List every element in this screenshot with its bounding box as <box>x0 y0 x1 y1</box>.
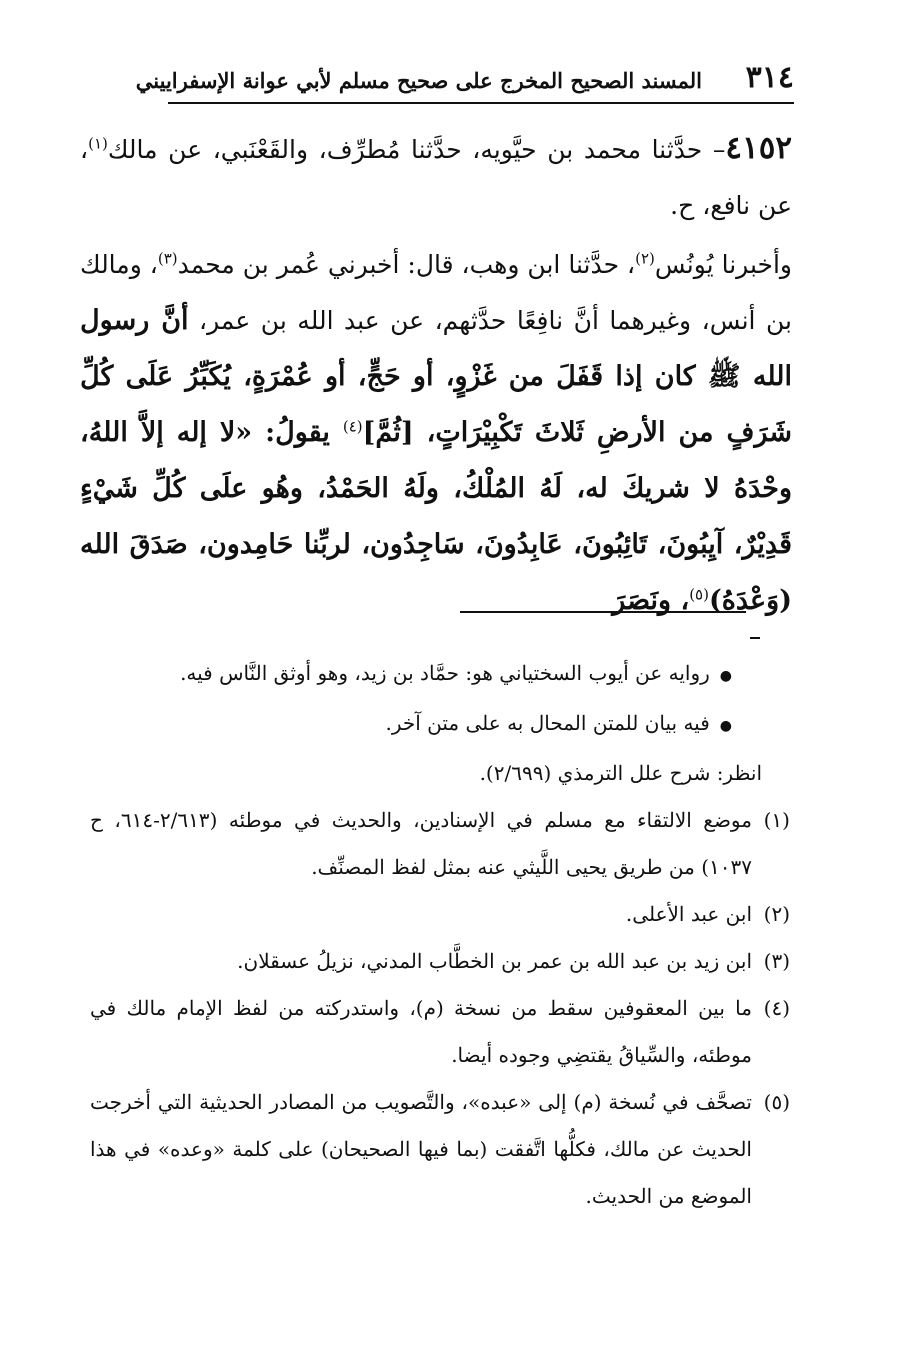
footnote-4 <box>90 985 792 1079</box>
hadith-number: ٤١٥٢ <box>725 130 792 166</box>
footnote-ref: (٤) <box>342 417 363 436</box>
footnote-text: ابن عبد الأعلى. <box>625 902 752 926</box>
footnote-number: (٢) <box>763 902 790 926</box>
isnad-text: ، ومالك بن أنس، وغيرهما أنَّ نافِعًا حدَّثهم، عن عبد الله بن عمر، <box>80 250 792 335</box>
footnote-3 <box>90 938 792 985</box>
footnote-5 <box>90 1079 792 1220</box>
footnote-number: (١) <box>763 808 790 832</box>
footnote-text: ما بين المعقوفين سقط من نسخة (م)، واستدركته من لفظ الإمام مالك في موطئه، والسِّياقُ يقتضِي وجوده أيضا. <box>90 996 752 1067</box>
bullet-note: ● فيه بيان للمتن المحال به على متن آخر. <box>90 700 792 750</box>
matn-text: أنَّ رسول الله ﷺ كان إذا قَفَلَ من غَزْوٍ، أو حَجٍّ، أو عُمْرَةٍ، يُكَبِّرُ عَلَى كُلِّ شَرَفٍ من الأرضِ ثَلاثَ تَكْبِيْرَاتٍ، [ثُمَّ] <box>80 305 792 448</box>
isnad-text: ، عن نافع، ح. <box>80 135 792 220</box>
isnad-text: – حدَّثنا محمد بن حيَّويه، حدَّثنا مُطرِّف، والقَعْنَبي، عن مالك <box>107 135 726 164</box>
book-title: المسند الصحيح المخرج على صحيح مسلم لأبي عوانة الإسفراييني <box>135 68 702 93</box>
see-also-note: انظر: شرح علل الترمذي (٢/٦٩٩). <box>479 761 762 785</box>
footnotes-section <box>90 650 792 1220</box>
footnote-text: موضع الالتقاء مع مسلم في الإسنادين، والحديث في موطئه (٢/٦١٣-٦١٤، ح ١٠٣٧) من طريق يحيى اللَّيثي عنه بمثل لفظ المصنِّف. <box>90 808 752 879</box>
isnad-text: وأخبرنا يُونُس <box>654 250 792 279</box>
footnote-number: (٣) <box>763 949 790 973</box>
hadith-isnad-paragraph <box>80 120 792 234</box>
footnote-ref: (١) <box>88 134 108 153</box>
separator-dash <box>750 637 760 639</box>
page-number: ٣١٤ <box>745 60 794 95</box>
matn-text: ، ونَصَرَ <box>612 585 690 616</box>
bullet-note: ● روايه عن أيوب السختياني هو: حمَّاد بن زيد، وهو أوثق النَّاس فيه. <box>90 650 792 700</box>
footnote-2 <box>90 891 792 938</box>
footnote-text: تصحَّف في نُسخة (م) إلى «عبده»، والتَّصويب من المصادر الحديثية التي أخرجت الحديث عن مالك، فكلُّها اتَّفقت (بما فيها الصحيحان) على كلمة «وعده» في هذا الموضع من الحديث. <box>90 1090 752 1208</box>
footnote-separator <box>460 611 746 613</box>
header-rule <box>168 102 794 104</box>
footnote-ref: (٥) <box>689 585 709 604</box>
running-header <box>135 58 794 104</box>
footnote-ref: (٢) <box>635 249 655 268</box>
footnote-number: (٤) <box>763 996 790 1020</box>
footnote-number: (٥) <box>763 1090 790 1114</box>
footnote-ref: (٣) <box>157 249 178 268</box>
footnote-1 <box>90 797 792 891</box>
matn-text: يقولُ: «لا إله إلاَّ اللهُ، وحْدَهُ لا شريكَ له، لَهُ المُلْكُ، ولَهُ الحَمْدُ، وهُو علَى كُلِّ شَيْءٍ قَدِيْرٌ، آيِبُونَ، تَائِبُونَ، عَابِدُونَ، سَاجِدُون، لربِّنا حَامِدون، صَدَقَ الله (وَعْدَهُ) <box>80 417 792 616</box>
hadith-matn-paragraph <box>80 237 792 629</box>
footnote-text: ابن زيد بن عبد الله بن عمر بن الخطَّاب المدني، نزيلُ عسقلان. <box>237 949 752 973</box>
hadith-body <box>80 120 792 629</box>
isnad-text: ، حدَّثنا ابن وهب، قال: أخبرني عُمر بن محمد <box>177 250 636 279</box>
